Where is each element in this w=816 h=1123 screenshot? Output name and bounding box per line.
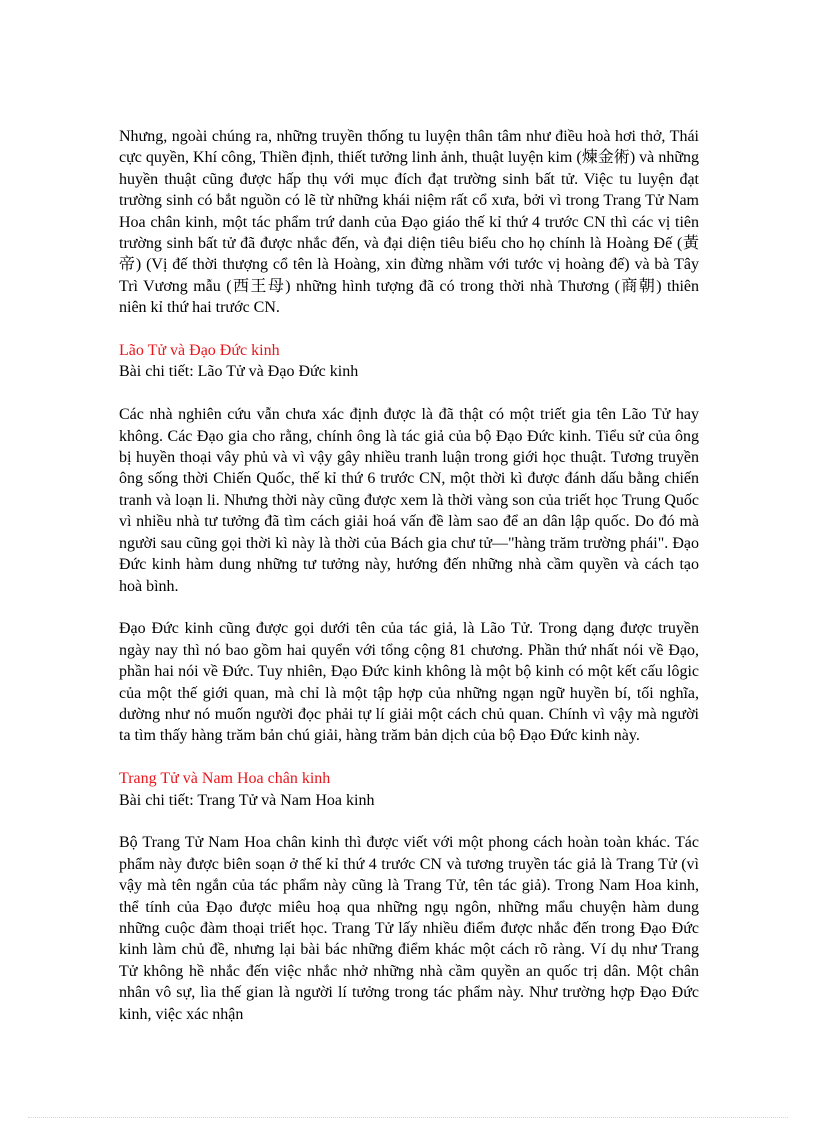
section-heading-zhuangzi[interactable]: Trang Tử và Nam Hoa chân kinh [119, 770, 331, 788]
document-body [119, 126, 699, 1025]
detail-link-laotzu: Bài chi tiết: Lão Tử và Đạo Đức kinh [119, 363, 359, 381]
laotzu-paragraph-1: Các nhà nghiên cứu vẫn chưa xác định được là đã thật có một triết gia tên Lão Tử hay không. Các Đạo gia cho rằng, chính ông là tác giả của bộ Đạo Đức kinh. Tiểu sử của ông bị huyền thoại vây phủ và vì vậy gây nhiều tranh luận trong giới học thuật. Tương truyền ông sống thời Chiến Quốc, thế kỉ thứ 6 trước CN, một thời kì được đánh dấu bằng chiến tranh và loạn li. Nhưng thời này cũng được xem là thời vàng son của triết học Trung Quốc vì nhiều nhà tư tưởng đã tìm cách giải hoá vấn đề làm sao để an dân lập quốc. Do đó mà người sau cũng gọi thời kì này là thời của Bách gia chư tử—"hàng trăm trường phái". Đạo Đức kinh hàm dung những tư tưởng này, hướng đến những nhà cầm quyền và cách tạo hoà bình. [119, 406, 699, 595]
section-heading-laotzu[interactable]: Lão Tử và Đạo Đức kinh [119, 342, 280, 360]
page-bottom-divider [28, 1117, 788, 1118]
laotzu-paragraph-2: Đạo Đức kinh cũng được gọi dưới tên của tác giả, là Lão Tử. Trong dạng được truyền ngày nay thì nó bao gồm hai quyển với tổng cộng 81 chương. Phần thứ nhất nói về Đạo, phần hai nói về Đức. Tuy nhiên, Đạo Đức kinh không là một bộ kinh có một kết cấu lôgic của một thế giới quan, mà chỉ là một tập hợp của những ngạn ngữ huyền bí, tối nghĩa, dường như nó muốn người đọc phải tự lí giải một cách chủ quan. Chính vì vậy mà người ta tìm thấy hàng trăm bản chú giải, hàng trăm bản dịch của bộ Đạo Đức kinh này. [119, 620, 699, 745]
zhuangzi-paragraph-1: Bộ Trang Tử Nam Hoa chân kinh thì được viết với một phong cách hoàn toàn khác. Tác phẩm này được biên soạn ở thế kỉ thứ 4 trước CN và tương truyền tác giả là Trang Tử (vì vậy mà tên ngắn của tác phẩm này cũng là Trang Tử, tên tác giả). Trong Nam Hoa kinh, thể tính của Đạo được miêu hoạ qua những ngụ ngôn, những mẩu chuyện hàm dung những cuộc đàm thoại triết học. Trang Tử lấy nhiều điểm được nhắc đến trong Đạo Đức kinh làm chủ đề, nhưng lại bài bác những điểm khác một cách rõ ràng. Ví dụ như Trang Tử không hề nhắc đến việc nhắc nhở những nhà cầm quyền an quốc trị dân. Một chân nhân vô sự, lìa thế gian là người lí tưởng trong tác phẩm này. Như trường hợp Đạo Đức kinh, việc xác nhận [119, 834, 699, 1023]
detail-link-zhuangzi: Bài chi tiết: Trang Tử và Nam Hoa kinh [119, 791, 375, 809]
intro-paragraph: Nhưng, ngoài chúng ra, những truyền thống tu luyện thân tâm như điều hoà hơi thở, Thái cực quyền, Khí công, Thiền định, thiết tưởng linh ảnh, thuật luyện kim (煉金術) và những huyền thuật cũng được hấp thụ với mục đích đạt trường sinh bất tử. Việc tu luyện đạt trường sinh có bắt nguồn có lẽ từ những khái niệm rất cổ xưa, bởi vì trong Trang Tử Nam Hoa chân kinh, một tác phẩm trứ danh của Đạo giáo thế kỉ thứ 4 trước CN thì các vị tiên trường sinh bất tử đã được nhắc đến, và đại diện tiêu biểu cho họ chính là Hoàng Đế (黃帝) (Vị đế thời thượng cổ tên là Hoàng, xin đừng nhầm với tước vị hoàng đế) và bà Tây Trì Vương mẫu (西王母) những hình tượng đã có trong thời nhà Thương (商朝) thiên niên kỉ thứ hai trước CN. [119, 128, 699, 317]
